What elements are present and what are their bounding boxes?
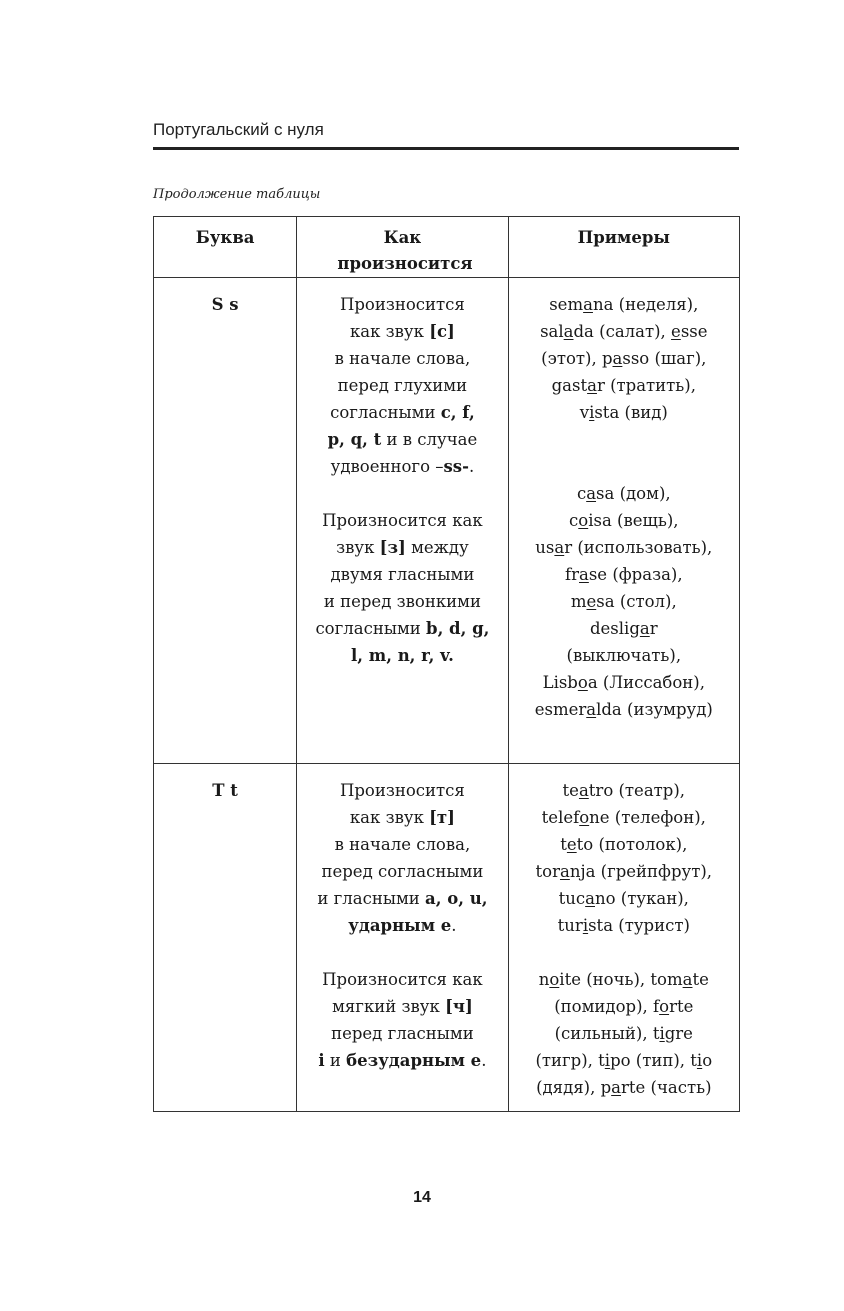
text-fragment: a (Лиссабон), [587, 673, 705, 692]
text-fragment: m [570, 592, 587, 611]
text-fragment: t [560, 835, 567, 854]
text-fragment: . [451, 916, 457, 935]
stressed-letter: o [659, 997, 670, 1016]
stressed-letter: a [563, 322, 574, 341]
bold-fragment: b, d, g, [426, 619, 490, 638]
text-fragment: (тигр), t [535, 1051, 605, 1070]
stressed-letter: a [585, 889, 595, 908]
stressed-letter: o [578, 511, 589, 530]
pronunciation-paragraph [297, 966, 507, 1074]
header-rule [153, 147, 739, 150]
stressed-letter: a [611, 1078, 621, 1097]
text-fragment: удвоенного – [330, 457, 444, 476]
text-fragment: (этот), p [541, 349, 613, 368]
page-number: 14 [413, 1189, 431, 1206]
text-fragment: us [535, 538, 555, 557]
pronunciation-cell [297, 764, 508, 1112]
text-fragment: sta (турист) [588, 916, 690, 935]
text-fragment: (сильный), t [554, 1024, 660, 1043]
stressed-letter: e [566, 835, 577, 854]
stressed-letter: a [583, 295, 593, 314]
text-fragment: (помидор), f [554, 997, 660, 1016]
text-fragment: r (тратить), [596, 376, 696, 395]
text-fragment: lda (изумруд) [596, 700, 713, 719]
text-fragment: se (фраза), [588, 565, 683, 584]
text-fragment: r [649, 619, 658, 638]
text-fragment: Произносится [339, 295, 465, 314]
text-fragment: (выключать), [566, 646, 682, 665]
pronunciation-paragraph [297, 777, 507, 939]
text-fragment: telef [541, 808, 580, 827]
text-fragment: tuc [558, 889, 586, 908]
pronunciation-table [153, 216, 740, 1112]
stressed-letter: i [696, 1051, 703, 1070]
bold-fragment: [с] [429, 322, 455, 341]
text-fragment: rte [669, 997, 694, 1016]
stressed-letter: a [578, 781, 589, 800]
bold-fragment: a, o, u, [425, 889, 488, 908]
table-row [154, 764, 740, 1112]
text-fragment: te [692, 970, 709, 989]
text-fragment: n [538, 970, 550, 989]
text-fragment: (дядя), p [536, 1078, 612, 1097]
text-fragment: sse [680, 322, 708, 341]
text-fragment: sa (дом), [596, 484, 671, 503]
text-fragment: согласными [330, 403, 441, 422]
text-fragment: po (тип), t [610, 1051, 697, 1070]
stressed-letter: i [604, 1051, 611, 1070]
text-fragment: в начале слова, [334, 349, 471, 368]
text-fragment: ite (ночь), tom [559, 970, 683, 989]
text-fragment: sal [540, 322, 564, 341]
text-fragment: . [481, 1051, 487, 1070]
stressed-letter: i [582, 916, 589, 935]
text-fragment: и гласными [317, 889, 426, 908]
text-fragment: c [576, 484, 587, 503]
stressed-letter: a [586, 484, 597, 503]
text-fragment: sso (шаг), [622, 349, 707, 368]
text-fragment: мягкий звук [332, 997, 446, 1016]
text-fragment: звук [336, 538, 380, 557]
examples-paragraph [509, 966, 739, 1101]
stressed-letter: a [554, 538, 565, 557]
text-fragment: gast [551, 376, 588, 395]
text-fragment: nja (грейпфрут), [569, 862, 713, 881]
text-fragment: tor [535, 862, 560, 881]
stressed-letter: a [587, 376, 597, 395]
text-fragment: o [702, 1051, 713, 1070]
stressed-letter: a [586, 700, 597, 719]
stressed-letter: e [671, 322, 681, 341]
bold-fragment: i [318, 1051, 325, 1070]
text-fragment: isa (вещь), [588, 511, 679, 530]
column-header-letter: Буква [154, 217, 297, 278]
text-fragment: v [579, 403, 590, 422]
text-fragment: fr [565, 565, 579, 584]
stressed-letter: o [579, 808, 590, 827]
text-fragment: двумя гласными [330, 565, 475, 584]
letter-cell: S s [154, 278, 297, 764]
text-fragment: tro (театр), [588, 781, 686, 800]
running-header: Португальский с нуля [153, 120, 324, 139]
text-fragment: и [324, 1051, 347, 1070]
bold-fragment: p, q, t [327, 430, 382, 449]
stressed-letter: a [579, 565, 589, 584]
stressed-letter: a [639, 619, 650, 638]
text-fragment: gre [664, 1024, 693, 1043]
text-fragment: deslig [589, 619, 640, 638]
bold-fragment: [ч] [445, 997, 473, 1016]
column-header-pronunciation [297, 217, 508, 278]
text-fragment: sem [549, 295, 584, 314]
text-fragment: согласными [315, 619, 427, 638]
stressed-letter: e [586, 592, 597, 611]
bold-fragment: ss- [443, 457, 469, 476]
text-fragment: перед согласными [321, 862, 484, 881]
text-fragment: . [468, 457, 475, 476]
text-fragment: Произносится как [322, 511, 483, 530]
text-fragment: r (использовать), [564, 538, 713, 557]
text-fragment: te [562, 781, 579, 800]
text-fragment: в начале слова, [334, 835, 471, 854]
text-fragment: и перед звонкими [323, 592, 481, 611]
examples-cell [508, 764, 739, 1112]
text-fragment: Произносится как [322, 970, 483, 989]
text-fragment: sa (стол), [596, 592, 677, 611]
examples-cell [508, 278, 739, 764]
text-fragment: как звук [349, 808, 430, 827]
table-row [154, 278, 740, 764]
text-fragment: перед глухими [337, 376, 468, 395]
stressed-letter: o [577, 673, 588, 692]
column-header-examples: Примеры [508, 217, 739, 278]
examples-paragraph [509, 480, 739, 723]
text-fragment: и в случае [381, 430, 478, 449]
bold-fragment: [з] [379, 538, 406, 557]
text-fragment: sta (вид) [594, 403, 668, 422]
text-fragment: to (потолок), [576, 835, 688, 854]
text-fragment: c [569, 511, 579, 530]
bold-fragment: безударным e [346, 1051, 482, 1070]
bold-fragment: c, f, [440, 403, 475, 422]
text-fragment: na (неделя), [592, 295, 699, 314]
examples-paragraph [509, 291, 739, 426]
examples-paragraph [509, 777, 739, 939]
table-caption: Продолжение таблицы [153, 187, 321, 202]
column-header-pronunciation-text: Как произносится [337, 228, 473, 273]
text-fragment: ne (телефон), [589, 808, 706, 827]
pronunciation-cell [297, 278, 508, 764]
text-fragment: как звук [349, 322, 430, 341]
text-fragment: rte (часть) [621, 1078, 712, 1097]
text-fragment: перед гласными [331, 1024, 474, 1043]
table-header-row [154, 217, 740, 278]
stressed-letter: i [589, 403, 595, 422]
text-fragment: Lisb [542, 673, 578, 692]
text-fragment: da (салат), [573, 322, 672, 341]
bold-fragment: [т] [429, 808, 455, 827]
stressed-letter: i [659, 1024, 665, 1043]
text-fragment: Произносится [339, 781, 465, 800]
bold-fragment: ударным e [348, 916, 452, 935]
pronunciation-paragraph [297, 507, 507, 669]
text-fragment: no (тукан), [595, 889, 689, 908]
text-fragment: esmer [534, 700, 587, 719]
stressed-letter: a [612, 349, 623, 368]
bold-fragment: l, m, n, r, v. [350, 646, 454, 665]
letter-cell: T t [154, 764, 297, 1112]
text-fragment: между [405, 538, 469, 557]
pronunciation-paragraph [297, 291, 507, 480]
stressed-letter: o [549, 970, 560, 989]
stressed-letter: a [559, 862, 570, 881]
stressed-letter: a [682, 970, 693, 989]
text-fragment: tur [557, 916, 583, 935]
